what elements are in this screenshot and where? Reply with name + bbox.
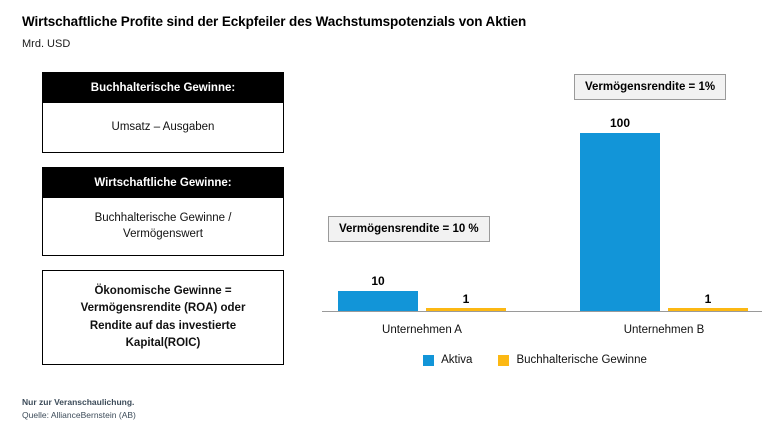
definition-card-accounting-profits — [42, 72, 284, 153]
legend-label: Aktiva — [441, 354, 473, 366]
bar-value-company-a-aktiva: 10 — [371, 274, 385, 288]
definition-summary-line: Rendite auf das investierte — [89, 319, 237, 332]
definition-card-heading: Wirtschaftliche Gewinne: — [43, 168, 283, 198]
bar-value-company-b-buchhalterische-gewinne: 1 — [704, 292, 712, 306]
bar-company-b-aktiva[interactable] — [580, 133, 660, 311]
page-title: Wirtschaftliche Profite sind der Eckpfeiler des Wachstumspotenzials von Aktien — [22, 14, 527, 29]
footer-source: Quelle: AllianceBernstein (AB) — [22, 409, 136, 420]
chart-baseline-axis — [322, 311, 762, 312]
definition-card-body-line: Buchhalterische Gewinne / — [94, 211, 232, 224]
callout-company-b: Vermögensrendite = 1% — [574, 74, 726, 100]
footer-disclaimer: Nur zur Veranschaulichung. — [22, 397, 135, 408]
legend-label: Buchhalterische Gewinne — [516, 354, 647, 366]
definition-card-body — [43, 198, 283, 255]
definition-card-body-line: Vermögenswert — [123, 228, 203, 241]
definition-summary-line: Ökonomische Gewinne = — [94, 285, 232, 298]
chart-units-label: Mrd. USD — [22, 38, 71, 50]
footer-notes — [22, 396, 136, 421]
definition-summary-line: Kapital(ROIC) — [125, 336, 201, 349]
bar-chart — [300, 68, 770, 368]
definition-card-heading: Buchhalterische Gewinne: — [43, 73, 283, 103]
bar-company-b-buchhalterische-gewinne[interactable] — [668, 308, 748, 311]
legend-swatch-icon — [498, 355, 509, 366]
legend-swatch-icon — [423, 355, 434, 366]
legend-item-buchhalterische-gewinne[interactable] — [498, 354, 646, 366]
definition-summary-line: Vermögensrendite (ROA) oder — [80, 302, 246, 315]
x-tick-label-company-b: Unternehmen B — [623, 324, 705, 336]
callout-company-a: Vermögensrendite = 10 % — [328, 216, 490, 242]
bar-company-a-buchhalterische-gewinne[interactable] — [426, 308, 506, 311]
definition-card-economic-profits — [42, 167, 284, 256]
x-tick-label-company-a: Unternehmen A — [382, 324, 462, 336]
definition-card-body: Umsatz – Ausgaben — [111, 121, 215, 133]
definition-summary-card — [42, 270, 284, 365]
bar-company-a-aktiva[interactable] — [338, 291, 418, 311]
bar-value-company-a-buchhalterische-gewinne: 1 — [462, 292, 470, 306]
bar-value-company-b-aktiva: 100 — [609, 116, 631, 130]
definitions-column — [42, 72, 284, 365]
legend-item-aktiva[interactable] — [423, 354, 472, 366]
chart-legend — [300, 354, 770, 366]
